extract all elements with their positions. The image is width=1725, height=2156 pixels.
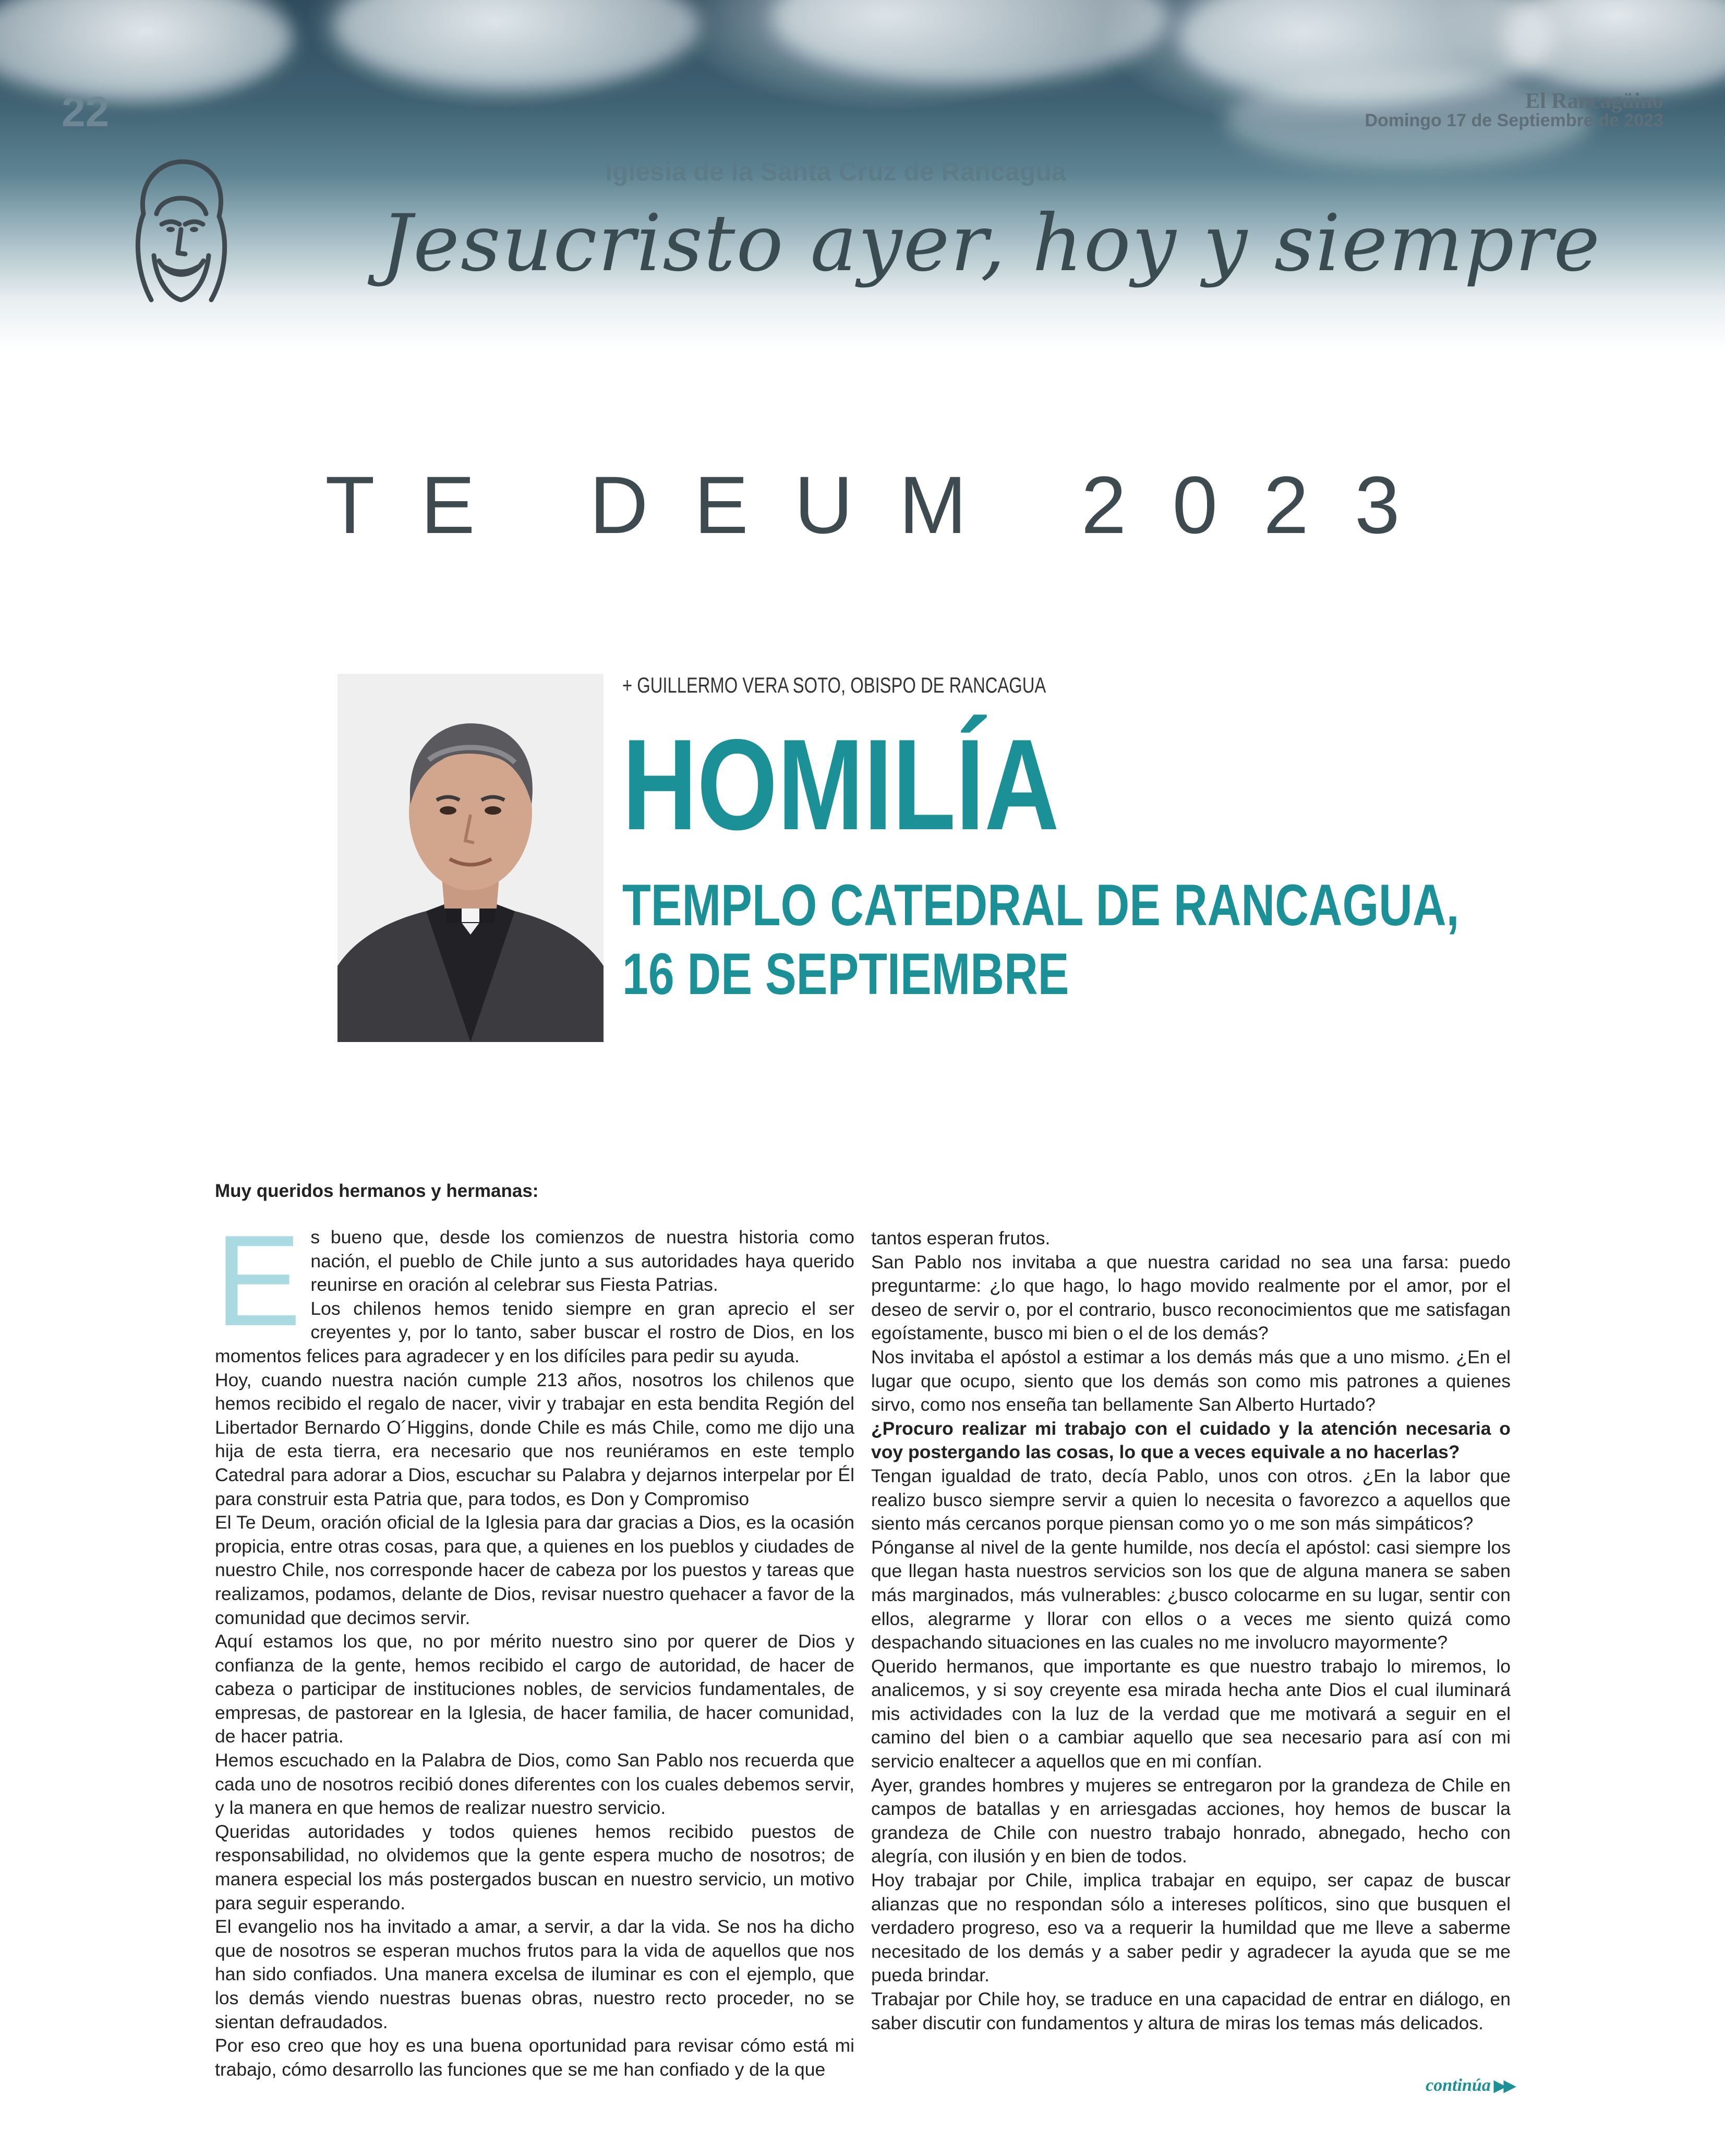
article-headline: HOMILÍA <box>622 712 1059 857</box>
article-byline: + GUILLERMO VERA SOTO, OBISPO DE RANCAGUA <box>622 673 1046 697</box>
paragraph: s bueno que, desde los comienzos de nuestra historia como nación, el pueblo de Chile junto a sus autoridades haya querido reunirse en oración al celebrar sus Fiesta Patrias. <box>310 1227 854 1295</box>
drop-cap: E <box>215 1208 301 1353</box>
paragraph: Hemos escuchado en la Palabra de Dios, como San Pablo nos recuerda que cada uno de nosotros recibió dones diferentes con los cuales debemos servir, y la manera en que hemos de realizar nuestro servicio. <box>215 1750 854 1819</box>
paragraph: Aquí estamos los que, no por mérito nuestro sino por querer de Dios y confianza de la gente, hemos recibido el cargo de autoridad, de hacer de cabeza o participar de instituciones nobles, de servicios fundamentales, de empresas, de pastorear en la Iglesia, de hacer familia, de hacer comunidad, de hacer patria. <box>215 1631 854 1747</box>
paragraph: Querido hermanos, que importante es que nuestro trabajo lo miremos, lo analicemos, y si soy creyente esa mirada hecha ante Dios el cual iluminará mis actividades con la luz de la verdad que me motivará a seguir en el camino del bien o a cambiar aquello que sea necesario para así con mi servicio enaltecer a aquellos que en mi confían. <box>871 1655 1511 1772</box>
paragraph: Tengan igualdad de trato, decía Pablo, unos con otros. ¿En la labor que realizo busco siempre servir a quien lo necesita o favorezco a aquellos que siento más cercanos porque piensan como yo o me son más simpáticos? <box>871 1465 1511 1534</box>
article-column-left <box>215 1208 854 2081</box>
paragraph: Por eso creo que hoy es una buena oportunidad para revisar cómo está mi trabajo, cómo desarrollo las funciones que se me han confiado y de la que <box>215 2035 854 2080</box>
paragraph: El Te Deum, oración oficial de la Iglesia para dar gracias a Dios, es la ocasión propicia, entre otras cosas, para que, a quienes en los pueblos y ciudades de nuestro Chile, nos corresponde hacer de cabeza por los puestos y tareas que realizamos, podamos, delante de Dios, revisar nuestro quehacer a favor de la comunidad que decimos servir. <box>215 1512 854 1628</box>
subhead-line-date: 16 DE SEPTIEMBRE <box>622 941 1069 1007</box>
section-title: Jesucristo ayer, hoy y siempre <box>381 198 1601 289</box>
header-banner <box>0 0 1725 365</box>
double-arrow-right-icon: ▶▶ <box>1493 2077 1514 2094</box>
paragraph: Queridas autoridades y todos quienes hemos recibido puestos de responsabilidad, no olvidemos que la gente espera mucho de nosotros; de manera especial los más postergados buscan en nuestro servicio, un motivo para seguir esperando. <box>215 1821 854 1913</box>
church-name: Iglesia de la Santa Cruz de Rancagua <box>605 157 1066 186</box>
paragraph: Los chilenos hemos tenido siempre en gran aprecio el ser creyentes y, por lo tanto, saber buscar el rostro de Dios, en los momentos felices para agradecer y en los difíciles para pedir su ayuda. <box>215 1298 854 1366</box>
article-column-right <box>871 1227 1511 2035</box>
paragraph: Trabajar por Chile hoy, se traduce en una capacidad de entrar en diálogo, en saber discutir con fundamentos y altura de miras los temas más delicados. <box>871 1989 1511 2033</box>
paragraph: Nos invitaba el apóstol a estimar a los demás más que a uno mismo. ¿En el lugar que ocupo, siento que los demás son como mis patrones a quienes sirvo, como nos enseña tan bellamente San Alberto Hurtado? <box>871 1346 1511 1415</box>
bishop-portrait-photo <box>337 674 604 1042</box>
paragraph: tantos esperan frutos. <box>871 1228 1051 1249</box>
paragraph: Hoy, cuando nuestra nación cumple 213 años, nosotros los chilenos que hemos recibido el regalo de nacer, vivir y trabajar en esta bendita Región del Libertador Bernardo O´Higgins, donde Chile es más Chile, como me dijo una hija de esta tierra, era necesario que nos reuniéramos en este templo Catedral para adorar a Dios, escuchar su Palabra y dejarnos interpelar por Él para construir esta Patria que, para todos, es Don y Compromiso <box>215 1369 854 1509</box>
paragraph: Hoy trabajar por Chile, implica trabajar en equipo, ser capaz de buscar alianzas que no respondan sólo a intereses políticos, sino que busquen el verdadero progreso, eso va a requerir la humildad que me lleve a saberme necesitado de los demás y a saber pedir y agradecer la ayuda que se me pueda brindar. <box>871 1870 1511 1986</box>
paragraph: El evangelio nos ha invitado a amar, a servir, a dar la vida. Se nos ha dicho que de nosotros se esperan muchos frutos para la vida de aquellos que nos han sido confiados. Una manera excelsa de iluminar es con el ejemplo, que los demás viendo nuestras buenas obras, nuestro recto proceder, no se sientan defraudados. <box>215 1916 854 2032</box>
page-title: TE DEUM 2023 <box>325 460 1446 551</box>
continues-link[interactable] <box>1426 2076 1514 2096</box>
newspaper-name: El Rancagüino <box>1525 89 1663 113</box>
paragraph: Ayer, grandes hombres y mujeres se entregaron por la grandeza de Chile en campos de batallas y en arriesgadas acciones, hoy hemos de buscar la grandeza de Chile con nuestro trabajo honrado, abnegado, hecho con alegría, con ilusión y en bien de todos. <box>871 1774 1511 1867</box>
issue-date: Domingo 17 de Septiembre de 2023 <box>1365 111 1663 130</box>
article-salutation: Muy queridos hermanos y hermanas: <box>215 1181 539 1201</box>
page-number: 22 <box>62 88 110 136</box>
continues-label: continúa <box>1426 2076 1491 2095</box>
bold-question-paragraph: ¿Procuro realizar mi trabajo con el cuidado y la atención necesaria o voy postergando las cosas, lo que a veces equivale a no hacerlas? <box>871 1418 1511 1463</box>
paragraph: Pónganse al nivel de la gente humilde, nos decía el apóstol: casi siempre los que llegan hasta nuestros servicios son los que de alguna manera se saben más marginados, más vulnerables: ¿busco colocarme en su lugar, sentir con ellos, alegrarme y llorar con ellos o a veces me siento quizá como despachando situaciones en las cuales no me involucro mayormente? <box>871 1536 1511 1653</box>
jesus-face-icon <box>112 151 248 308</box>
paragraph: San Pablo nos invitaba a que nuestra caridad no sea una farsa: puedo preguntarme: ¿lo que hago, lo hago movido realmente por el amor, por el deseo de servir o, por el contrario, busco reconocimientos que me satisfagan egoístamente, busco mi bien o el de los demás? <box>871 1251 1511 1344</box>
subhead-line-location: TEMPLO CATEDRAL DE RANCAGUA, <box>622 873 1459 938</box>
article-subhead <box>622 871 1459 1009</box>
